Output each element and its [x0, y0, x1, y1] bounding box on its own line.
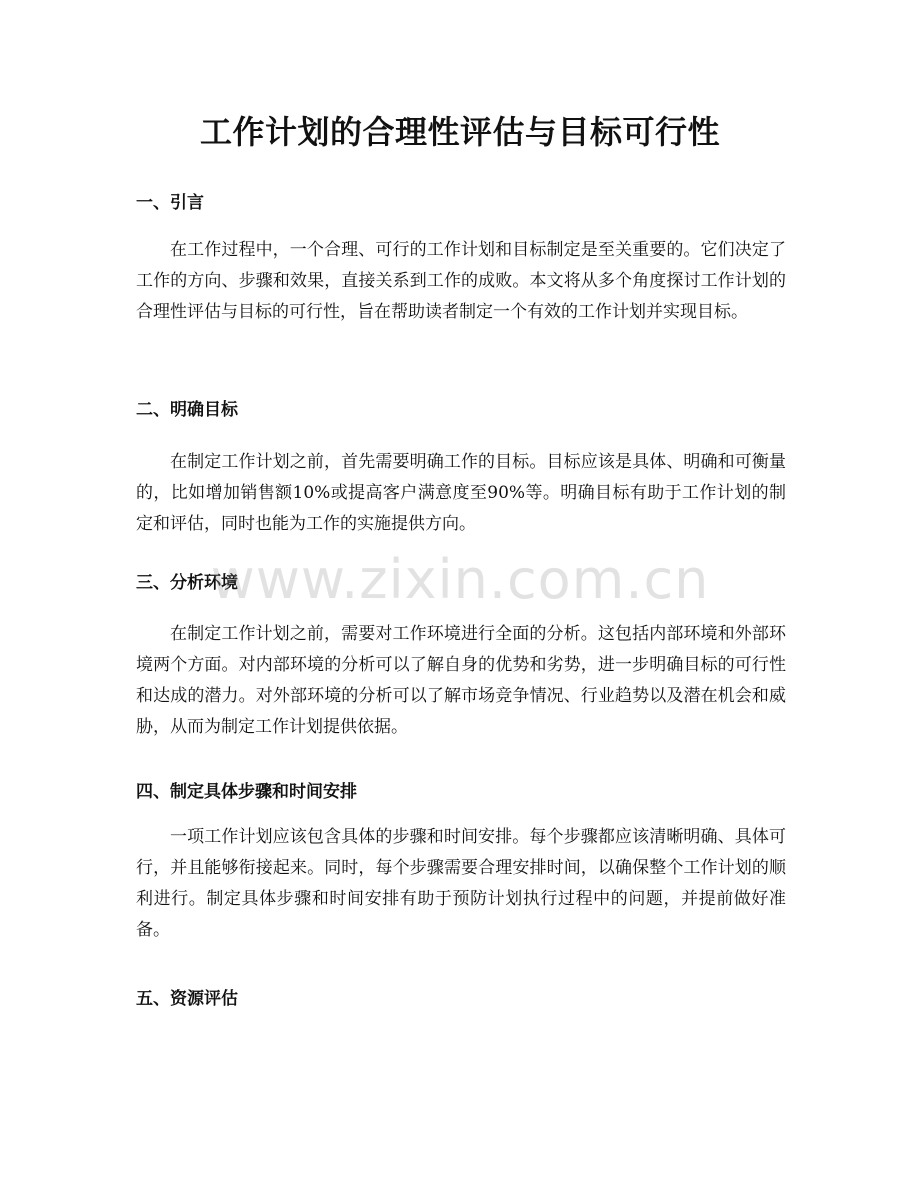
section-heading-analyze-environment: 三、分析环境 — [136, 573, 238, 593]
section-heading-define-goals: 二、明确目标 — [136, 400, 238, 420]
section-paragraph-steps-schedule: 一项工作计划应该包含具体的步骤和时间安排。每个步骤都应该清晰明确、具体可行，并且能够衔接起来。同时，每个步骤需要合理安排时间，以确保整个工作计划的顺利进行。制定具体步骤和时间安排有助于预防计划执行过程中的问题，并提前做好准备。 — [136, 827, 786, 940]
section-heading-resource-evaluation: 五、资源评估 — [136, 989, 238, 1009]
section-heading-steps-schedule: 四、制定具体步骤和时间安排 — [136, 782, 357, 802]
section-paragraph-introduction: 在工作过程中，一个合理、可行的工作计划和目标制定是至关重要的。它们决定了工作的方向、步骤和效果，直接关系到工作的成败。本文将从多个角度探讨工作计划的合理性评估与目标的可行性，旨在帮助读者制定一个有效的工作计划并实现目标。 — [136, 240, 786, 322]
section-paragraph-define-goals: 在制定工作计划之前，首先需要明确工作的目标。目标应该是具体、明确和可衡量的，比如增加销售额10%或提高客户满意度至90%等。明确目标有助于工作计划的制定和评估，同时也能为工作的实施提供方向。 — [136, 452, 786, 534]
page-title: 工作计划的合理性评估与目标可行性 — [199, 113, 720, 151]
section-heading-introduction: 一、引言 — [136, 193, 204, 213]
section-paragraph-analyze-environment: 在制定工作计划之前，需要对工作环境进行全面的分析。这包括内部环境和外部环境两个方面。对内部环境的分析可以了解自身的优势和劣势，进一步明确目标的可行性和达成的潜力。对外部环境的分析可以了解市场竞争情况、行业趋势以及潜在机会和威胁，从而为制定工作计划提供依据。 — [136, 624, 786, 737]
watermark: www.zixin.com.cn — [210, 548, 710, 611]
